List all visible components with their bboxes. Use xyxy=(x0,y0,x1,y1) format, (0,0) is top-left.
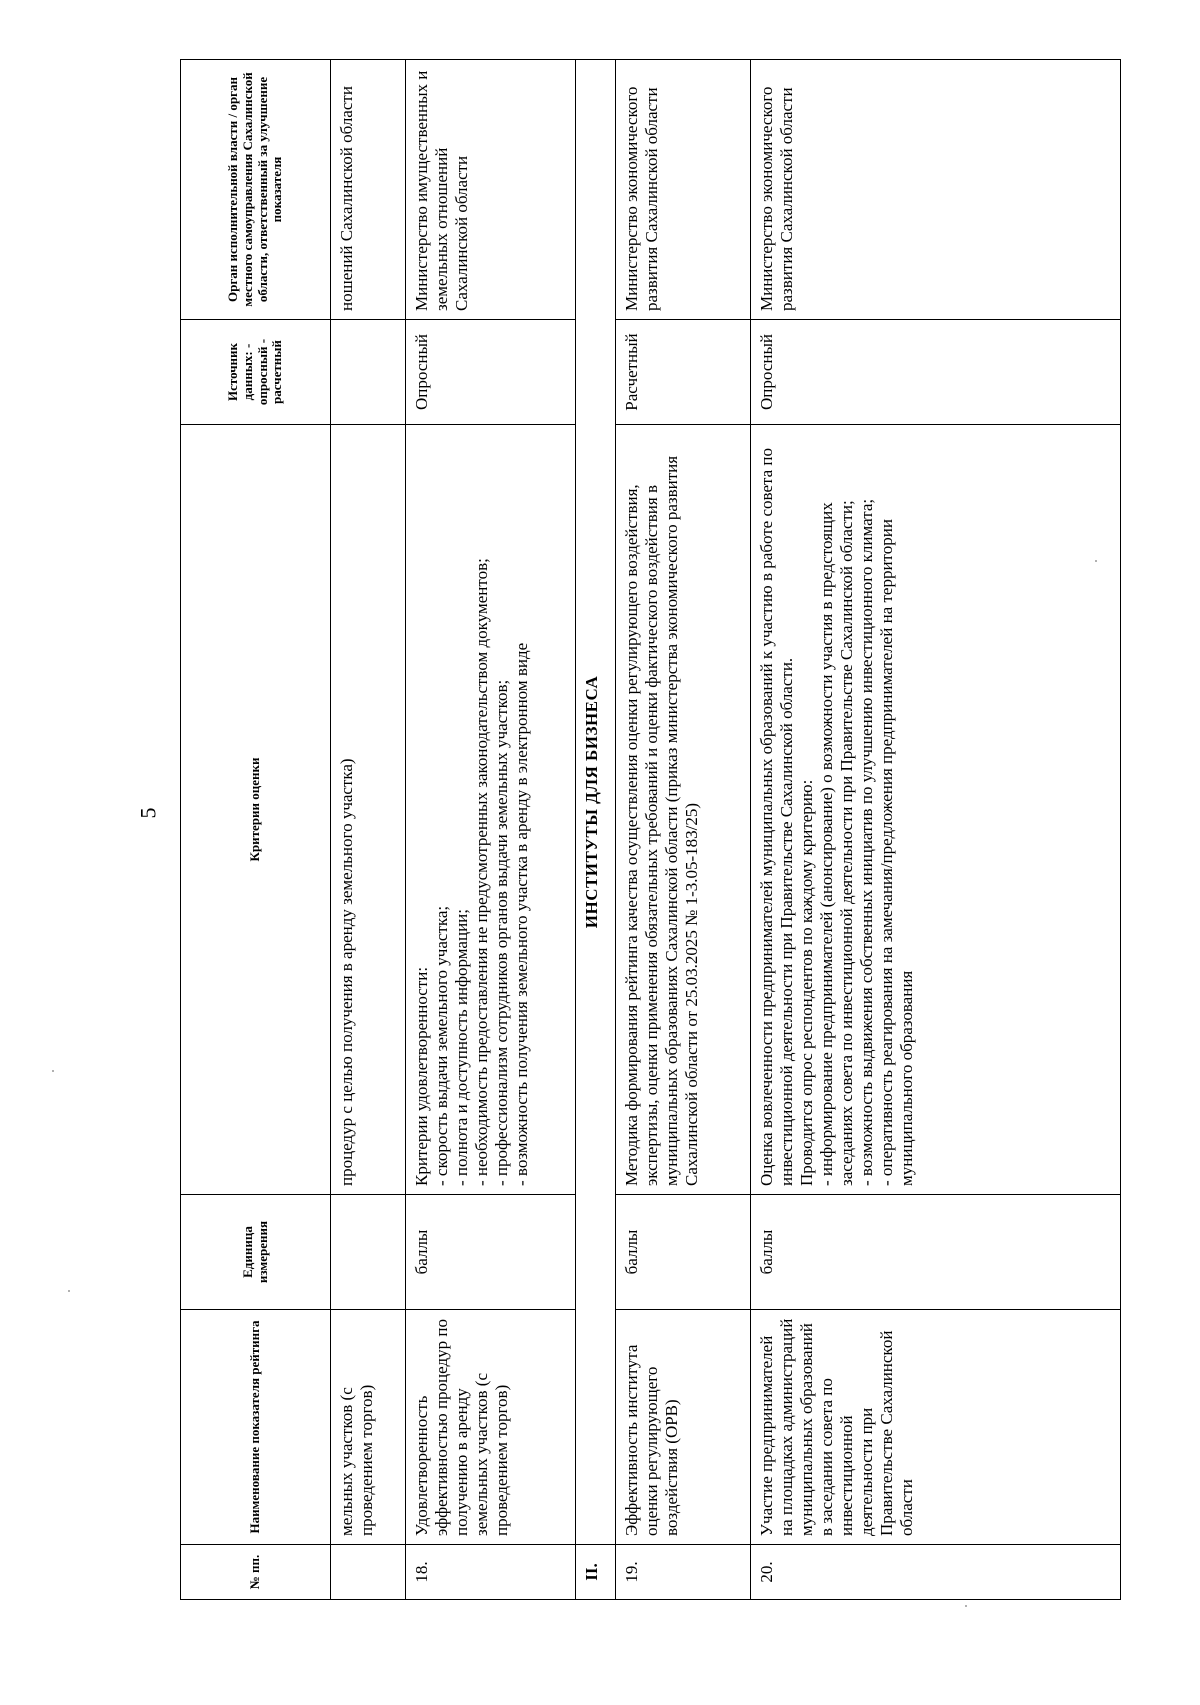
row-name: Удовлетворенность эффективностью процедур по получению в аренду земельных участков (с проведением торгов) xyxy=(406,1310,576,1545)
row-source xyxy=(331,320,406,425)
row-organ: Министерство имущественных и земельных отношений Сахалинской области xyxy=(406,60,576,320)
criteria-line: процедур с целью получения в аренду земельного участка) xyxy=(337,758,356,1186)
row-organ: ношений Сахалинской области xyxy=(331,60,406,320)
row-organ: Министерство экономического развития Сахалинской области xyxy=(751,60,1121,320)
criteria-line: - скорость выдачи земельного участка; xyxy=(432,905,452,1186)
row-name: Участие предпринимателей на площадках администраций муниципальных образований в заседании совета по инвестиционной деятельности при Правительстве Сахалинской области xyxy=(751,1310,1121,1545)
row-unit: баллы xyxy=(616,1195,751,1310)
scan-speck xyxy=(1095,560,1097,562)
table-row xyxy=(406,60,576,1600)
table-row xyxy=(751,60,1121,1600)
row-unit xyxy=(331,1195,406,1310)
table-row xyxy=(331,60,406,1600)
criteria-line: Критерии удовлетворенности: xyxy=(412,966,431,1186)
row-name: мельных участков (с проведением торгов) xyxy=(331,1310,406,1545)
row-name: Эффективность института оценки регулирующего воздействия (ОРВ) xyxy=(616,1310,751,1545)
row-organ: Министерство экономического развития Сахалинской области xyxy=(616,60,751,320)
criteria-line: - необходимость предоставления не предусмотренных законодательством документов; xyxy=(472,558,492,1186)
table-row xyxy=(616,60,751,1600)
row-criteria xyxy=(751,425,1121,1195)
scan-speck xyxy=(68,1290,70,1292)
row-source: Опросный xyxy=(406,320,576,425)
criteria-line: - полнота и доступность информации; xyxy=(452,909,472,1186)
scan-speck xyxy=(52,1070,54,1072)
rating-table xyxy=(180,59,1121,1600)
row-criteria xyxy=(331,425,406,1195)
criteria-line: Оценка вовлеченности предпринимателей муниципальных образований к участию в работе совета по инвестиционной деятельности при Правительстве Сахалинской области. xyxy=(757,447,797,1186)
page-number: 5 xyxy=(135,807,161,819)
criteria-line: - профессионализм сотрудников органов выдачи земельных участков; xyxy=(492,679,512,1186)
row-unit: баллы xyxy=(751,1195,1121,1310)
criteria-line: - оперативность реагирования на замечания/предложения предпринимателей на территории муниципального образования xyxy=(877,519,917,1186)
row-source: Расчетный xyxy=(616,320,751,425)
header-criteria: Критерии оценки xyxy=(181,425,331,1195)
row-num: 20. xyxy=(751,1545,1121,1600)
criteria-line: - возможность получения земельного участка в аренду в электронном виде xyxy=(512,642,532,1186)
section-num: II. xyxy=(576,1545,616,1600)
header-num: № пп. xyxy=(181,1545,331,1600)
row-criteria xyxy=(406,425,576,1195)
section-title: ИНСТИТУТЫ ДЛЯ БИЗНЕСА xyxy=(576,60,616,1545)
header-source: Источник данных: - опросный - расчетный xyxy=(181,320,331,425)
header-name: Наименование показателя рейтинга xyxy=(181,1310,331,1545)
criteria-line: - информирование предпринимателей (анонсирование) о возможности участия в предстоящих заседаниях совета по инвестиционной деятельности при Правительстве Сахалинской области; xyxy=(817,500,857,1186)
row-unit: баллы xyxy=(406,1195,576,1310)
rotated-table-container xyxy=(180,60,1120,1600)
row-criteria: Методика формирования рейтинга качества осуществления оценки регулирующего воздействия, экспертизы, оценки применения обязательных требований и оценки фактического воздействия в муниципальных образованиях Сахалинской области (приказ министерства экономического развития Сахалинской области от 25.03.2025 № 1-3.05-183/25) xyxy=(616,425,751,1195)
scan-speck xyxy=(965,1605,967,1607)
row-num: 18. xyxy=(406,1545,576,1600)
header-organ: Орган исполнительной власти / орган местного самоуправления Сахалинской области, ответственный за улучшение показателя xyxy=(181,60,331,320)
criteria-line: - возможность выдвижения собственных инициатив по улучшению инвестиционного климата; xyxy=(857,498,877,1186)
table-header-row xyxy=(181,60,331,1600)
section-row xyxy=(576,60,616,1600)
row-num: 19. xyxy=(616,1545,751,1600)
header-unit: Единица измерения xyxy=(181,1195,331,1310)
criteria-line: Проводится опрос респондентов по каждому критерию: xyxy=(797,779,817,1186)
row-source: Опросный xyxy=(751,320,1121,425)
row-num xyxy=(331,1545,406,1600)
